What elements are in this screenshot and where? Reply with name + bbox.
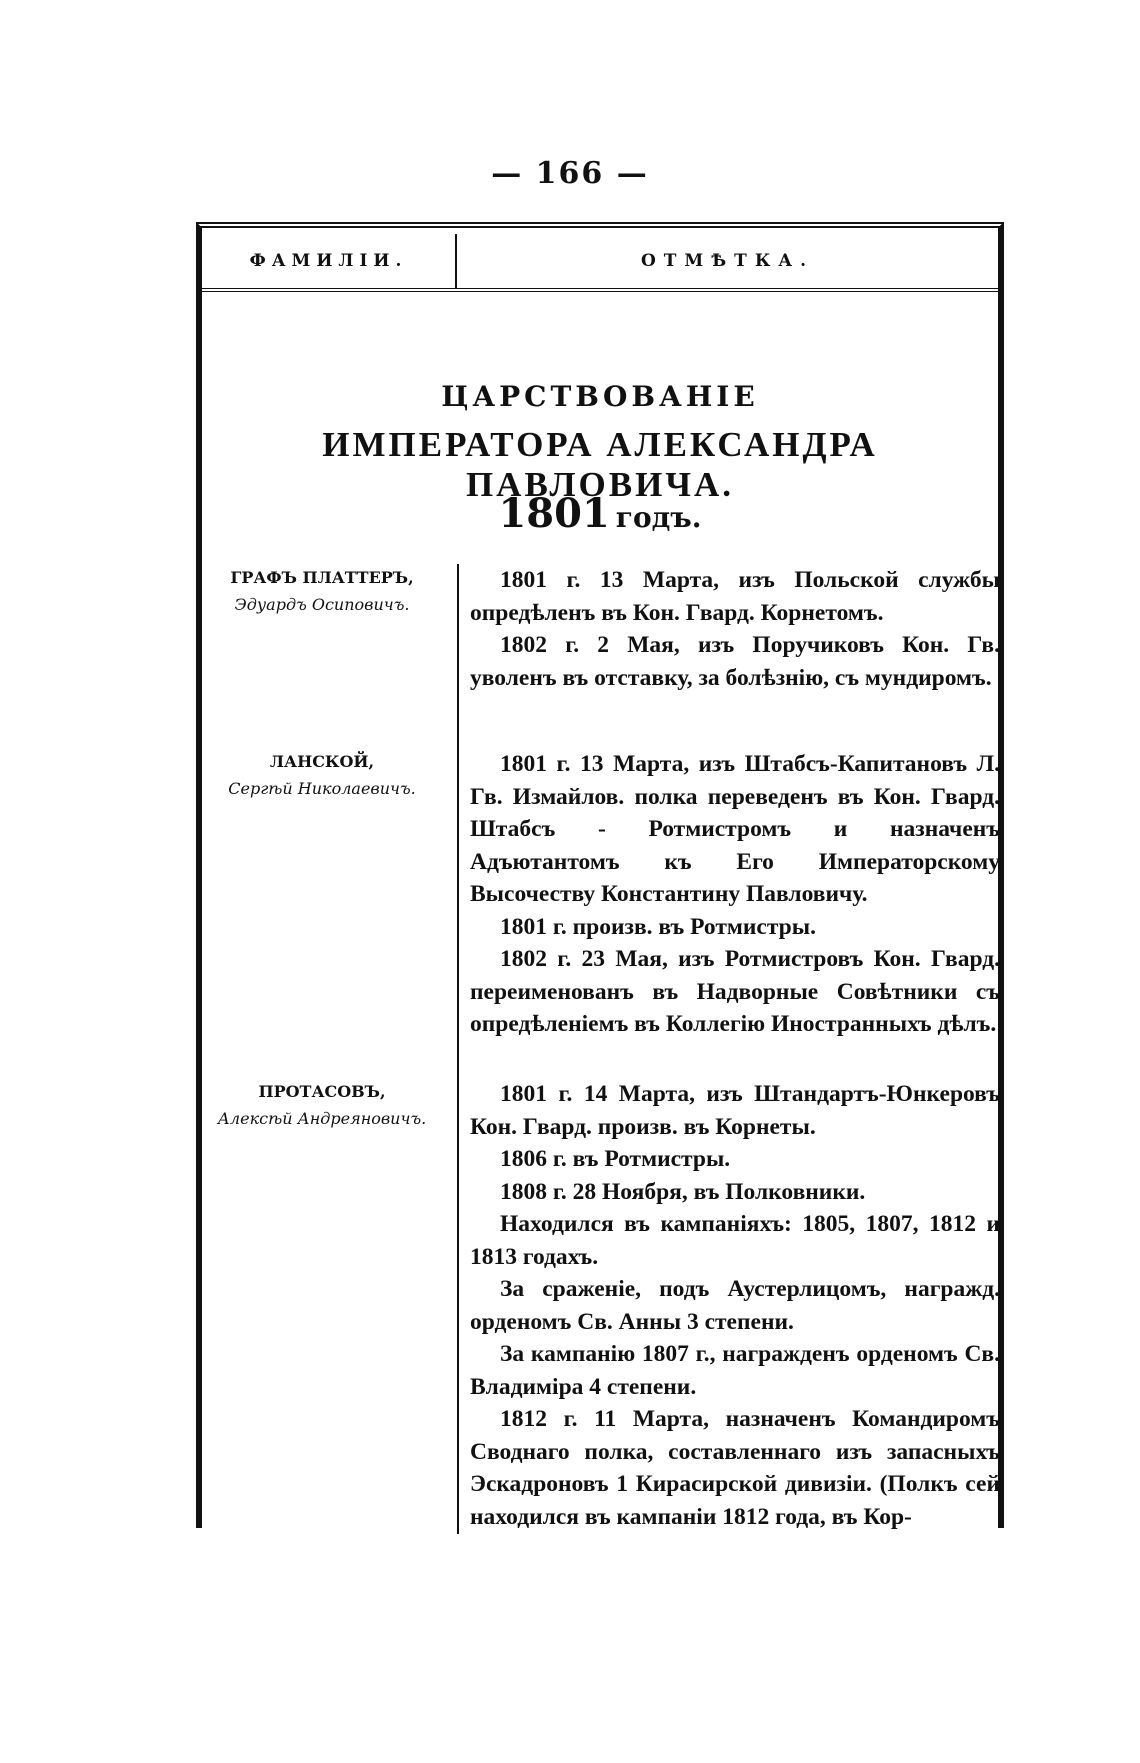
entry-surname: ПРОТАСОВЪ, xyxy=(258,1082,386,1101)
column-divider xyxy=(457,564,459,1534)
entry-paragraph: 1802 г. 23 Мая, изъ Ротмистровъ Кон. Гвард. переименованъ въ Надворные Совѣтники съ опредѣленіемъ въ Коллегію Иностранныхъ дѣлъ. xyxy=(470,946,1000,1037)
year-word: годъ. xyxy=(615,501,702,534)
entry-paragraph: 1801 г. 13 Марта, изъ Штабсъ-Капитановъ Л. Гв. Измайлов. полка переведенъ въ Кон. Гвард. Штабсъ - Ротмистромъ и назначенъ Адъютантомъ къ Его Императорскому Высочеству Константину Павловичу. xyxy=(470,751,1000,907)
entry-name-block xyxy=(202,1078,442,1132)
entry-given-name: Алексѣй Андреяновичъ. xyxy=(217,1109,427,1128)
entry-notes xyxy=(470,564,1000,694)
header-names: ФАМИЛІИ. xyxy=(202,234,457,288)
table-header xyxy=(202,234,998,292)
entry-paragraph: 1801 г. произв. въ Ротмистры. xyxy=(500,913,816,940)
entry-paragraph: 1801 г. 13 Марта, изъ Польской службы опредѣленъ въ Кон. Гвард. Корнетомъ. xyxy=(470,567,1000,626)
entry-paragraph: Находился въ кампаніяхъ: 1805, 1807, 1812 и 1813 годахъ. xyxy=(470,1211,1000,1270)
reign-title-line1: ЦАРСТВОВАНІЕ xyxy=(441,380,759,413)
entry-notes xyxy=(470,1078,1000,1533)
entry-given-name: Сергѣй Николаевичъ. xyxy=(228,779,416,798)
entry-paragraph: За кампанію 1807 г., награжденъ орденомъ Св. Владиміра 4 степени. xyxy=(470,1341,1000,1400)
entry-name-block xyxy=(202,564,442,618)
header-notes: ОТМѢТКА. xyxy=(640,251,815,271)
year-heading xyxy=(202,490,998,537)
entry-paragraph: 1801 г. 14 Марта, изъ Штандартъ-Юнкеровъ Кон. Гвард. произв. въ Корнеты. xyxy=(470,1081,1000,1140)
entry-paragraph: 1802 г. 2 Мая, изъ Поручиковъ Кон. Гв. уволенъ въ отставку, за болѣзнію, съ мундиромъ. xyxy=(470,632,1000,691)
entry-paragraph: 1812 г. 11 Марта, назначенъ Командиромъ Своднаго полка, составленнаго изъ запасныхъ Эскадроновъ 1 Кирасирской дивизіи. (Полкъ сей находился въ кампаніи 1812 года, въ Кор- xyxy=(470,1406,1000,1530)
entry-given-name: Эдуардъ Осиповичъ. xyxy=(234,595,410,614)
entry-paragraph: 1806 г. въ Ротмистры. xyxy=(500,1146,731,1172)
entry-surname: ЛАНСКОЙ, xyxy=(269,752,375,771)
entry-paragraph: 1808 г. 28 Ноября, въ Полковники. xyxy=(500,1178,866,1205)
entry-name-block xyxy=(202,748,442,802)
record-table xyxy=(196,222,1004,1528)
year-number: 1801 xyxy=(498,490,610,537)
entry-surname: ГРАФЪ ПЛАТТЕРЪ, xyxy=(230,568,414,587)
page-number: — 166 — xyxy=(491,156,649,191)
reign-title-line2: ИМПЕРАТОРА АЛЕКСАНДРА ПАВЛОВИЧА. xyxy=(322,425,878,504)
entry-paragraph: За сраженіе, подъ Аустерлицомъ, награжд. орденомъ Св. Анны 3 степени. xyxy=(470,1276,1000,1335)
entry-notes xyxy=(470,748,1000,1041)
